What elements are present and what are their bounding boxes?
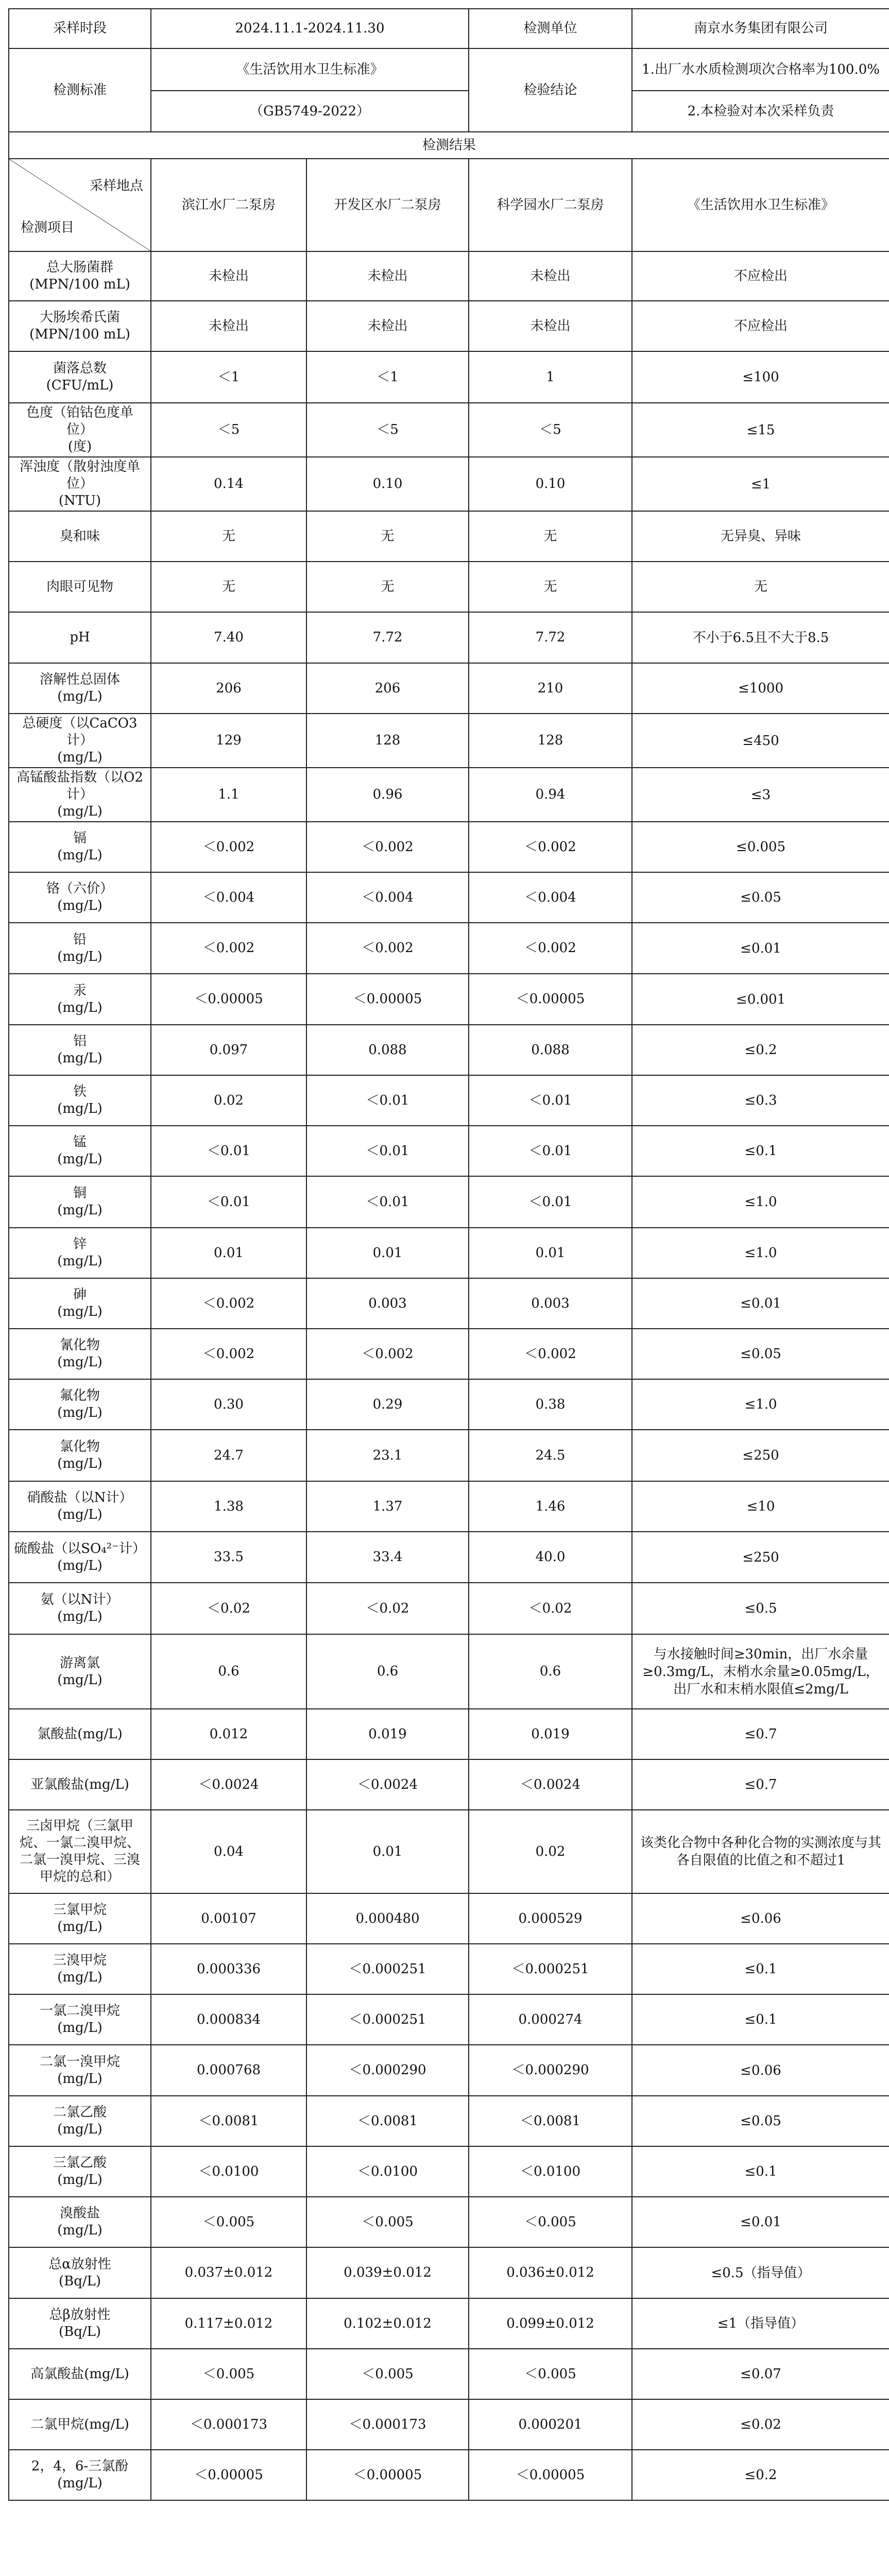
item-name: 2，4，6-三氯酚 (mg/L) [9,2450,151,2500]
standard-limit: ≤1000 [632,663,889,714]
site-1-value: 0.14 [151,457,306,511]
site-1-header: 滨江水厂二泵房 [151,159,306,251]
item-name: 三氯乙酸 (mg/L) [9,2146,151,2197]
item-name: 铬（六价） (mg/L) [9,872,151,923]
site-3-value: 40.0 [469,1532,632,1583]
table-row [9,1759,889,1810]
site-3-value: 0.036±0.012 [469,2247,632,2298]
site-1-value: 未检出 [151,251,306,301]
standard-limit: 与水接触时间≥30min，出厂水余量≥0.3mg/L，末梢水余量≥0.05mg/L，出厂水和末梢水限值≤2mg/L [632,1634,889,1709]
item-name: 二氯乙酸 (mg/L) [9,2096,151,2146]
item-name: 三氯甲烷 (mg/L) [9,1893,151,1944]
site-3-value: ＜0.02 [469,1583,632,1634]
table-row [9,251,889,301]
site-1-value: 1.38 [151,1481,306,1532]
site-3-value: 1 [469,351,632,403]
table-row [9,663,889,714]
site-1-value: 0.01 [151,1228,306,1278]
standard-limit: ≤0.07 [632,2349,889,2399]
site-1-value: 0.000336 [151,1944,306,1994]
standard-limit: 无 [632,562,889,612]
table-row [9,511,889,562]
site-2-value: 0.96 [306,768,469,822]
site-1-value: 0.30 [151,1379,306,1430]
site-1-value: 0.000834 [151,1994,306,2045]
site-1-value: ＜0.0024 [151,1759,306,1810]
table-row [9,2349,889,2399]
standard-limit: ≤0.1 [632,1126,889,1176]
standard-limit: ≤0.001 [632,974,889,1025]
site-1-value: 0.000768 [151,2045,306,2096]
standard-limit: ≤0.5 [632,1583,889,1634]
table-row [9,1278,889,1329]
table-row [9,2197,889,2247]
standard-limit: ≤0.06 [632,2045,889,2096]
period-value: 2024.11.1-2024.11.30 [151,9,469,48]
site-1-value: ＜0.02 [151,1583,306,1634]
standard-limit: ≤0.05 [632,1329,889,1379]
item-name: 溶解性总固体 (mg/L) [9,663,151,714]
standard-limit: ≤0.05 [632,872,889,923]
item-name: 硝酸盐（以N计） (mg/L) [9,1481,151,1532]
table-row [9,457,889,511]
item-name: 高氯酸盐(mg/L) [9,2349,151,2399]
standard-limit: 无异臭、异味 [632,511,889,562]
water-quality-table [8,8,889,2501]
table-row [9,714,889,768]
table-row [9,768,889,822]
site-1-value: 0.097 [151,1025,306,1075]
item-name: 一氯二溴甲烷 (mg/L) [9,1994,151,2045]
site-2-value: 0.019 [306,1709,469,1759]
site-1-value: 7.40 [151,612,306,663]
site-3-value: ＜0.01 [469,1075,632,1126]
table-row [9,1944,889,1994]
item-name: 铁 (mg/L) [9,1075,151,1126]
item-name: 肉眼可见物 [9,562,151,612]
site-3-value: ＜0.00005 [469,974,632,1025]
table-row [9,562,889,612]
standard-limit: ≤15 [632,403,889,457]
site-1-value: ＜0.00005 [151,2450,306,2500]
period-row [9,9,889,48]
standard-limit: ≤0.01 [632,1278,889,1329]
site-1-value: ＜0.002 [151,923,306,974]
site-3-value: 7.72 [469,612,632,663]
standard-limit: ≤1.0 [632,1176,889,1228]
site-label: 采样地点 [89,178,143,194]
standard-limit: ≤0.06 [632,1893,889,1944]
table-row [9,2096,889,2146]
site-2-value: 0.29 [306,1379,469,1430]
conclusion-1: 1.出厂水水质检测项次合格率为100.0% [632,48,889,91]
site-2-value: ＜0.002 [306,923,469,974]
item-name: 氯酸盐(mg/L) [9,1709,151,1759]
site-3-value: 0.088 [469,1025,632,1075]
standard-limit: ≤0.1 [632,1944,889,1994]
site-3-value: ＜0.005 [469,2349,632,2399]
site-3-value: ＜0.0024 [469,1759,632,1810]
site-2-value: ＜0.002 [306,822,469,872]
site-1-value: 0.02 [151,1075,306,1126]
site-1-value: ＜0.002 [151,1329,306,1379]
site-3-value: 1.46 [469,1481,632,1532]
table-row [9,1025,889,1075]
site-2-value: ＜0.0100 [306,2146,469,2197]
table-row [9,1583,889,1634]
table-row [9,351,889,403]
item-name: 锌 (mg/L) [9,1228,151,1278]
standard-limit: ≤0.2 [632,2450,889,2500]
item-name: pH [9,612,151,663]
site-2-value: ＜0.000173 [306,2399,469,2450]
table-row [9,2450,889,2500]
site-1-value: 无 [151,511,306,562]
site-3-value: 0.019 [469,1709,632,1759]
column-header-row [9,159,889,251]
site-3-value: 0.38 [469,1379,632,1430]
site-3-value: 210 [469,663,632,714]
site-2-value: ＜0.005 [306,2349,469,2399]
table-row [9,974,889,1025]
conclusion-2: 2.本检验对本次采样负责 [632,91,889,132]
table-row [9,1329,889,1379]
site-1-value: 0.117±0.012 [151,2298,306,2349]
table-row [9,2146,889,2197]
site-2-value: ＜0.005 [306,2197,469,2247]
item-name: 菌落总数 (CFU/mL) [9,351,151,403]
standard-limit: ≤3 [632,768,889,822]
site-3-value: ＜0.000290 [469,2045,632,2096]
table-row [9,1228,889,1278]
item-name: 三卤甲烷（三氯甲烷、一氯二溴甲烷、二氯一溴甲烷、三溴甲烷的总和） [9,1810,151,1893]
site-2-value: ＜0.004 [306,872,469,923]
report-sheet [8,8,889,2501]
table-row [9,1430,889,1481]
site-2-value: 未检出 [306,251,469,301]
site-1-value: ＜0.002 [151,822,306,872]
site-2-value: ＜0.0024 [306,1759,469,1810]
site-1-value: 0.037±0.012 [151,2247,306,2298]
table-row [9,612,889,663]
site-3-value: 24.5 [469,1430,632,1481]
period-label: 采样时段 [9,9,151,48]
table-row [9,1075,889,1126]
site-3-value: ＜0.0081 [469,2096,632,2146]
site-3-value: ＜5 [469,403,632,457]
item-name: 镉 (mg/L) [9,822,151,872]
standard-limit: ≤0.7 [632,1759,889,1810]
site-2-value: 0.088 [306,1025,469,1075]
item-name: 总硬度（以CaCO3计） (mg/L) [9,714,151,768]
standard-limit: ≤0.005 [632,822,889,872]
table-row [9,2399,889,2450]
site-3-header: 科学园水厂二泵房 [469,159,632,251]
item-name: 铅 (mg/L) [9,923,151,974]
site-3-value: ＜0.00005 [469,2450,632,2500]
table-row [9,1126,889,1176]
standard-code: （GB5749-2022） [151,91,469,132]
site-2-value: 无 [306,511,469,562]
standard-limit: 不应检出 [632,251,889,301]
standard-limit: 不小于6.5且不大于8.5 [632,612,889,663]
diagonal-line [9,159,150,251]
site-3-value: 0.000201 [469,2399,632,2450]
item-name: 亚氯酸盐(mg/L) [9,1759,151,1810]
site-1-value: ＜0.0081 [151,2096,306,2146]
site-2-value: 7.72 [306,612,469,663]
item-name: 大肠埃希氏菌 (MPN/100 mL) [9,301,151,351]
site-2-value: 0.039±0.012 [306,2247,469,2298]
item-name: 氨（以N计） (mg/L) [9,1583,151,1634]
site-2-value: ＜0.01 [306,1176,469,1228]
table-row [9,1634,889,1709]
item-name: 溴酸盐 (mg/L) [9,2197,151,2247]
site-2-value: ＜0.000290 [306,2045,469,2096]
site-3-value: ＜0.005 [469,2197,632,2247]
site-2-value: 0.10 [306,457,469,511]
site-2-value: 128 [306,714,469,768]
site-1-value: 24.7 [151,1430,306,1481]
standard-limit: ≤10 [632,1481,889,1532]
item-name: 氰化物 (mg/L) [9,1329,151,1379]
standard-limit: ≤0.02 [632,2399,889,2450]
standard-limit: ≤0.05 [632,2096,889,2146]
site-2-value: 0.000480 [306,1893,469,1944]
results-title-row [9,132,889,159]
site-1-value: 0.04 [151,1810,306,1893]
site-1-value: 0.012 [151,1709,306,1759]
item-name: 氯化物 (mg/L) [9,1430,151,1481]
standard-name: 《生活饮用水卫生标准》 [151,48,469,91]
table-row [9,1379,889,1430]
site-3-value: 0.000529 [469,1893,632,1944]
site-1-value: ＜0.0100 [151,2146,306,2197]
item-name: 总α放射性 (Bq/L) [9,2247,151,2298]
site-1-value: 129 [151,714,306,768]
site-3-value: 未检出 [469,301,632,351]
standard-row [9,48,889,91]
site-2-value: ＜5 [306,403,469,457]
site-3-value: 无 [469,511,632,562]
site-3-value: ＜0.000251 [469,1944,632,1994]
standard-limit: ≤0.01 [632,923,889,974]
site-2-value: ＜0.00005 [306,974,469,1025]
standard-limit: ≤0.5（指导值） [632,2247,889,2298]
site-2-value: ＜0.002 [306,1329,469,1379]
item-name: 锰 (mg/L) [9,1126,151,1176]
unit-label: 检测单位 [469,9,632,48]
standard-limit: ≤100 [632,351,889,403]
table-row [9,1994,889,2045]
item-name: 浑浊度（散射浊度单位） (NTU) [9,457,151,511]
site-2-value: 0.6 [306,1634,469,1709]
table-row [9,1176,889,1228]
item-name: 三溴甲烷 (mg/L) [9,1944,151,1994]
standard-limit: ≤0.01 [632,2197,889,2247]
site-3-value: ＜0.0100 [469,2146,632,2197]
site-2-header: 开发区水厂二泵房 [306,159,469,251]
site-2-value: 0.01 [306,1810,469,1893]
site-1-value: ＜0.005 [151,2197,306,2247]
item-name: 氟化物 (mg/L) [9,1379,151,1430]
table-row [9,2247,889,2298]
site-3-value: 0.000274 [469,1994,632,2045]
standard-limit: ≤250 [632,1532,889,1583]
site-1-value: 0.00107 [151,1893,306,1944]
site-2-value: 0.01 [306,1228,469,1278]
site-2-value: ＜0.01 [306,1126,469,1176]
standard-limit: ≤450 [632,714,889,768]
site-3-value: 0.10 [469,457,632,511]
item-name: 汞 (mg/L) [9,974,151,1025]
site-1-value: ＜0.00005 [151,974,306,1025]
site-2-value: 1.37 [306,1481,469,1532]
site-1-value: 206 [151,663,306,714]
table-row [9,1709,889,1759]
site-2-value: ＜0.000251 [306,1994,469,2045]
table-row [9,923,889,974]
site-3-value: 0.099±0.012 [469,2298,632,2349]
standard-limit: ≤0.3 [632,1075,889,1126]
item-name: 总大肠菌群 (MPN/100 mL) [9,251,151,301]
table-row [9,1481,889,1532]
diagonal-header-cell [9,159,151,251]
standard-limit: 该类化合物中各种化合物的实测浓度与其各自限值的比值之和不超过1 [632,1810,889,1893]
table-row [9,403,889,457]
site-3-value: 128 [469,714,632,768]
standard-limit: ≤0.1 [632,1994,889,2045]
site-1-value: ＜0.01 [151,1126,306,1176]
site-3-value: 0.02 [469,1810,632,1893]
site-3-value: ＜0.004 [469,872,632,923]
site-3-value: ＜0.002 [469,822,632,872]
site-2-value: 23.1 [306,1430,469,1481]
standard-limit: ≤1 [632,457,889,511]
site-1-value: 33.5 [151,1532,306,1583]
standard-limit: ≤250 [632,1430,889,1481]
site-1-value: ＜5 [151,403,306,457]
table-row [9,1893,889,1944]
site-3-value: ＜0.002 [469,923,632,974]
site-3-value: 0.94 [469,768,632,822]
item-name: 铝 (mg/L) [9,1025,151,1075]
site-2-value: 0.003 [306,1278,469,1329]
table-row [9,822,889,872]
item-label: 检测项目 [21,220,75,235]
site-3-value: 0.6 [469,1634,632,1709]
item-name: 色度（铂钴色度单位） (度) [9,403,151,457]
site-3-value: ＜0.01 [469,1126,632,1176]
site-2-value: 无 [306,562,469,612]
site-1-value: ＜1 [151,351,306,403]
site-1-value: 0.6 [151,1634,306,1709]
site-2-value: 未检出 [306,301,469,351]
site-1-value: ＜0.005 [151,2349,306,2399]
standard-limit: ≤0.1 [632,2146,889,2197]
site-3-value: ＜0.01 [469,1176,632,1228]
site-1-value: 1.1 [151,768,306,822]
site-1-value: ＜0.004 [151,872,306,923]
conclusion-label: 检验结论 [469,48,632,132]
site-2-value: 33.4 [306,1532,469,1583]
table-row [9,2045,889,2096]
site-1-value: ＜0.002 [151,1278,306,1329]
site-2-value: ＜0.02 [306,1583,469,1634]
table-row [9,1810,889,1893]
table-row [9,1532,889,1583]
item-name: 砷 (mg/L) [9,1278,151,1329]
site-2-value: ＜0.0081 [306,2096,469,2146]
site-1-value: 无 [151,562,306,612]
standard-limit: ≤1.0 [632,1379,889,1430]
site-3-value: 无 [469,562,632,612]
item-name: 高锰酸盐指数（以O2计） (mg/L) [9,768,151,822]
unit-value: 南京水务集团有限公司 [632,9,889,48]
site-2-value: ＜1 [306,351,469,403]
item-name: 总β放射性 (Bq/L) [9,2298,151,2349]
standard-limit: ≤0.2 [632,1025,889,1075]
item-name: 臭和味 [9,511,151,562]
site-2-value: ＜0.00005 [306,2450,469,2500]
standard-limit: 不应检出 [632,301,889,351]
site-2-value: 206 [306,663,469,714]
site-1-value: ＜0.000173 [151,2399,306,2450]
site-3-value: 0.003 [469,1278,632,1329]
item-name: 铜 (mg/L) [9,1176,151,1228]
standard-header: 《生活饮用水卫生标准》 [632,159,889,251]
table-row [9,301,889,351]
item-name: 二氯一溴甲烷 (mg/L) [9,2045,151,2096]
standard-limit: ≤1.0 [632,1228,889,1278]
site-1-value: ＜0.01 [151,1176,306,1228]
item-name: 游离氯 (mg/L) [9,1634,151,1709]
site-2-value: ＜0.01 [306,1075,469,1126]
site-2-value: ＜0.000251 [306,1944,469,1994]
site-3-value: ＜0.002 [469,1329,632,1379]
site-3-value: 未检出 [469,251,632,301]
table-row [9,872,889,923]
item-name: 二氯甲烷(mg/L) [9,2399,151,2450]
results-title: 检测结果 [9,132,889,159]
standard-label: 检测标准 [9,48,151,132]
site-1-value: 未检出 [151,301,306,351]
standard-limit: ≤0.7 [632,1709,889,1759]
site-3-value: 0.01 [469,1228,632,1278]
site-2-value: 0.102±0.012 [306,2298,469,2349]
standard-limit: ≤1（指导值） [632,2298,889,2349]
table-row [9,2298,889,2349]
item-name: 硫酸盐（以SO₄²⁻计） (mg/L) [9,1532,151,1583]
